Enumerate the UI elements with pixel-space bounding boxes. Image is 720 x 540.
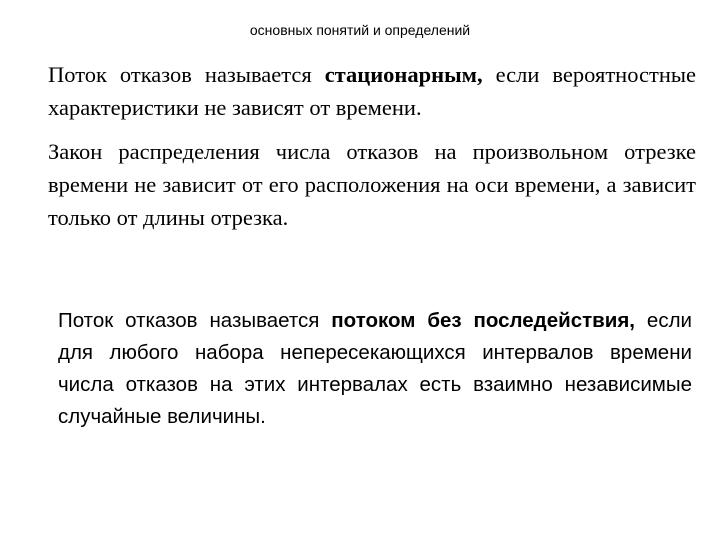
distribution-law-paragraph: [48, 135, 696, 234]
slide-header: основных понятий и определений: [249, 22, 471, 38]
definition-text-end: если вероятностные характеристики не зависят от времени.: [48, 62, 696, 120]
definition-text-start: Поток отказов называется: [58, 309, 332, 332]
distribution-law-text: Закон распределения числа отказов на произвольном отрезке времени не зависит от его расположения на оси времени, а зависит только от длины отрезка.: [48, 139, 696, 230]
stationary-flow-definition: [48, 58, 696, 124]
definition-text-start: Поток отказов называется: [48, 62, 325, 87]
no-aftereffect-definition: [58, 305, 692, 433]
term-stationary: стационарным,: [324, 62, 483, 87]
term-no-aftereffect: потоком без последействия,: [331, 309, 635, 332]
definition-text-end: если для любого набора непересекающихся интервалов времени числа отказов на этих интервалах есть взаимно независимые случайные величины.: [58, 309, 692, 428]
